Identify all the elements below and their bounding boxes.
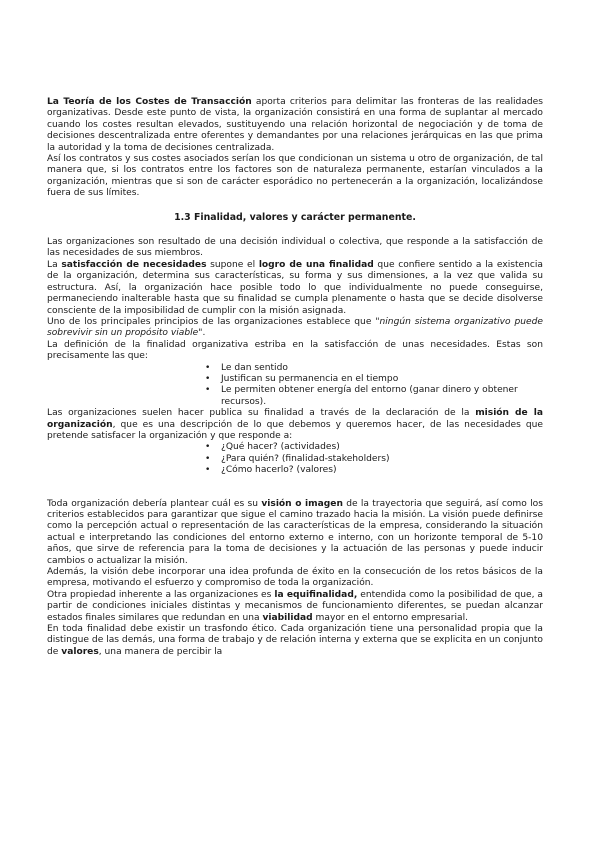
text-run: , una manera de percibir la	[98, 646, 223, 657]
text-run: Otra propiedad inherente a las organizaciones es	[47, 589, 275, 600]
text-run: Las organizaciones suelen hacer publica su finalidad a través de la declaración de la	[47, 408, 476, 419]
italic-quote: "ningún sistema organizativo puede sobrevivir sin un propósito viable"	[47, 316, 543, 339]
spacer	[47, 477, 543, 499]
document-page	[47, 97, 543, 658]
text-run: .	[202, 328, 206, 339]
text-run: , que es una descripción de lo que debemos y queremos hacer, de las necesidades que pretende satisfacer la organización y que responde a:	[47, 419, 543, 441]
mission-questions-list	[47, 442, 543, 476]
paragraph-vision-success: Además, la visión debe incorporar una idea profunda de éxito en la consecución de los retos básicos de la empresa, motivando el esfuerzo y compromiso de toda la organización.	[47, 567, 543, 589]
bold-term: la equifinalidad,	[274, 589, 358, 600]
text-run: aporta criterios para delimitar las fronteras de las realidades organizativas. Desde este punto de vista, la organización consistirá en una forma de suplantar al mercado cuando los costes resultan elevados, sustituyendo una relación horizontal de negociación y de toma de decisiones descentralizada entre oferentes y demandantes por una relaciones jerárquicas en las que prima la autoridad y la toma de decisiones centralizada.	[47, 97, 543, 153]
paragraph-vision	[47, 499, 543, 567]
paragraph-equifinality	[47, 590, 543, 624]
text-run: La	[47, 259, 62, 270]
paragraph-ethics	[47, 624, 543, 658]
text-run: entendida como la posibilidad de que, a partir de condiciones iniciales distintas y mecanismos de funcionamiento diferentes, se puedan alcanzar estados finales similares que redundan en una	[47, 589, 543, 623]
paragraph-needs-satisfaction	[47, 260, 543, 317]
paragraph-transaction-costs	[47, 97, 543, 154]
paragraph-mission	[47, 408, 543, 442]
paragraph-definition: La definición de la finalidad organizativa estriba en la satisfacción de unas necesidades. Estas son precisamente las que:	[47, 339, 543, 362]
text-run: supone el	[206, 259, 259, 270]
paragraph-contracts: Así los contratos y sus costes asociados serían los que condicionan un sistema u otro de organización, de tal manera que, si los contratos entre los factores son de naturaleza permanente, estarían vinculados a la organización, mientras que si son de carácter esporádico no pertenecerán a la organización, localizándose fuera de sus límites.	[47, 154, 543, 199]
needs-list	[47, 363, 543, 409]
list-item: • Le dan sentido	[205, 363, 543, 374]
section-heading: 1.3 Finalidad, valores y carácter permanente.	[174, 211, 416, 223]
text-run: Toda organización debería plantear cuál es su	[47, 498, 262, 509]
list-item: • ¿Qué hacer? (actividades)	[205, 442, 543, 453]
bold-term: La Teoría de los Costes de Transacción	[47, 97, 252, 107]
bold-term: viabilidad	[262, 612, 313, 623]
list-item: • ¿Para quién? (finalidad-stakeholders)	[205, 454, 543, 465]
bold-term: logro de una finalidad	[258, 259, 374, 270]
text-run: mayor en el entorno empresarial.	[312, 612, 469, 623]
list-item: • Le permiten obtener energía del entorno (ganar dinero y obtener recursos).	[205, 385, 543, 408]
text-run: Uno de los principales principios de las organizaciones establece que	[47, 316, 376, 327]
bold-term: visión o imagen	[261, 498, 343, 509]
list-item: • Justifican su permanencia en el tiempo	[205, 374, 543, 385]
text-run: de la trayectoria que seguirá, así como los criterios establecidos para garantizar que sigue el camino trazado hacia la misión. La visión puede definirse como la percepción actual o representación de las características de la empresa, considerando la situación actual e interpretando las condiciones del entorno externo e interno, con un horizonte temporal de 5-10 años, que sirve de referencia para la toma de decisiones y la actuación de las personas y puede inducir cambios o actualizar la misión.	[47, 498, 543, 566]
paragraph-principles	[47, 317, 543, 340]
bold-term: misión de la organización	[47, 408, 544, 430]
paragraph-organizations-result: Las organizaciones son resultado de una decisión individual o colectiva, que responde a la satisfacción de las necesidades de sus miembros.	[47, 237, 543, 259]
bold-term: satisfacción de necesidades	[61, 259, 207, 270]
bold-term: valores	[61, 646, 99, 657]
list-item: • ¿Cómo hacerlo? (valores)	[205, 465, 543, 476]
text-run: que confiere sentido a la existencia de la organización, determina sus características, su forma y sus dimensiones, a la vez que valida su estructura. Así, la organización hace posible todo lo que individualmente no puede conseguirse, permaneciendo inalterable hasta que su finalidad se cumpla plenamente o hasta que se decide disolverse consciente de la imposibilidad de cumplir con la misión asignada.	[47, 259, 543, 316]
text-run: En toda finalidad debe existir un trasfondo ético. Cada organización tiene una personalidad propia que la distingue de las demás, una forma de trabajo y de relación interna y externa que se explicita en un conjunto de	[47, 624, 543, 657]
